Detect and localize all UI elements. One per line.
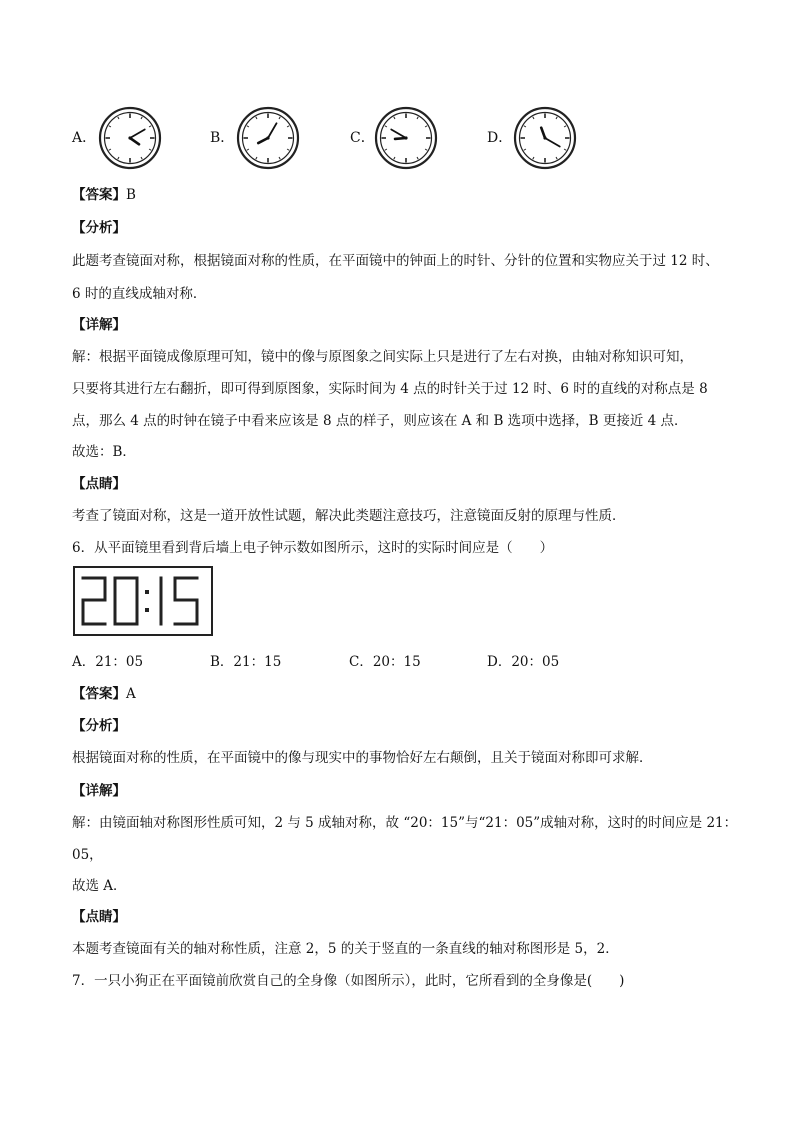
- q5-detail-line-3: 点，那么 4 点的时钟在镜子中看来应该是 8 点的样子，则应该在 A 和 B 选项中选择，B 更接近 4 点．: [72, 413, 688, 429]
- q6-answer-value: A: [126, 686, 136, 702]
- q6-detail-tag: 【详解】: [72, 783, 126, 799]
- clock-center: [543, 136, 546, 139]
- q5-analysis-line-1: 此题考查镜面对称，根据镜面对称的性质，在平面镜中的钟面上的时针、分针的位置和实物应关于过 12 时、: [72, 253, 719, 269]
- q6-comment-tag: 【点睛】: [72, 909, 126, 925]
- clock-option-a: [98, 106, 162, 170]
- q7-question: 7．一只小狗正在平面镜前欣赏自己的全身像（如图所示），此时，它所看到的全身像是( ): [72, 973, 625, 989]
- clock-center: [266, 136, 269, 139]
- q6-answer-tag: 【答案】: [72, 686, 126, 702]
- q6-option-b: B．21：15: [210, 654, 282, 670]
- clock-option-c: [374, 106, 438, 170]
- q6-analysis-tag: 【分析】: [72, 718, 126, 734]
- q5-comment-tag: 【点睛】: [72, 476, 126, 492]
- q6-option-d: D．20：05: [487, 654, 560, 670]
- q6-analysis: 根据镜面对称的性质，在平面镜中的像与现实中的事物恰好左右颠倒，且关于镜面对称即可求解．: [72, 750, 653, 766]
- q5-detail-tag: 【详解】: [72, 317, 126, 333]
- q5-detail-line-1: 解：根据平面镜成像原理可知，镜中的像与原图象之间实际上只是进行了左右对换，由轴对称知识可知，: [72, 349, 693, 365]
- option-a-label: A．: [72, 130, 97, 146]
- q5-answer-tag: 【答案】: [72, 187, 126, 203]
- q5-analysis-tag: 【分析】: [72, 220, 126, 236]
- q5-detail-line-2: 只要将其进行左右翻折，即可得到原图象，实际时间为 4 点的时针关于过 12 时、6 时的直线的对称点是 8: [72, 381, 708, 397]
- q5-comment: 考查了镜面对称，这是一道开放性试题，解决此类题注意技巧，注意镜面反射的原理与性质．: [72, 508, 626, 524]
- q6-comment: 本题考查镜面有关的轴对称性质，注意 2，5 的关于竖直的一条直线的轴对称图形是 5，2．: [72, 941, 619, 957]
- q6-detail-line-1: 解：由镜面轴对称图形性质可知，2 与 5 成轴对称，故 “20：15”与“21：05”成轴对称，这时的时间应是 21：: [72, 815, 738, 831]
- option-c-label: C．: [350, 130, 375, 146]
- q6-answer-line: [72, 684, 136, 704]
- q6-option-c: C．20：15: [349, 654, 421, 670]
- q5-answer-line: [72, 185, 136, 205]
- q5-analysis-line-2: 6 时的直线成轴对称．: [72, 286, 207, 302]
- q5-detail-line-4: 故选：B．: [72, 444, 136, 460]
- clock-option-b: [236, 106, 300, 170]
- digital-clock-image: [73, 566, 213, 636]
- clock-center: [128, 136, 131, 139]
- option-b-label: B．: [210, 130, 235, 146]
- clock-option-d: [513, 106, 577, 170]
- q6-option-a: A．21：05: [72, 654, 144, 670]
- clock-center: [404, 136, 407, 139]
- q6-detail-line-2: 05，: [72, 847, 103, 863]
- q6-detail-line-3: 故选 A．: [72, 878, 127, 894]
- option-d-label: D．: [487, 130, 513, 146]
- q5-answer-value: B: [126, 187, 136, 203]
- q6-question: 6．从平面镜里看到背后墙上电子钟示数如图所示，这时的实际时间应是（ ）: [72, 540, 554, 556]
- clock-hour-hand: [395, 138, 406, 139]
